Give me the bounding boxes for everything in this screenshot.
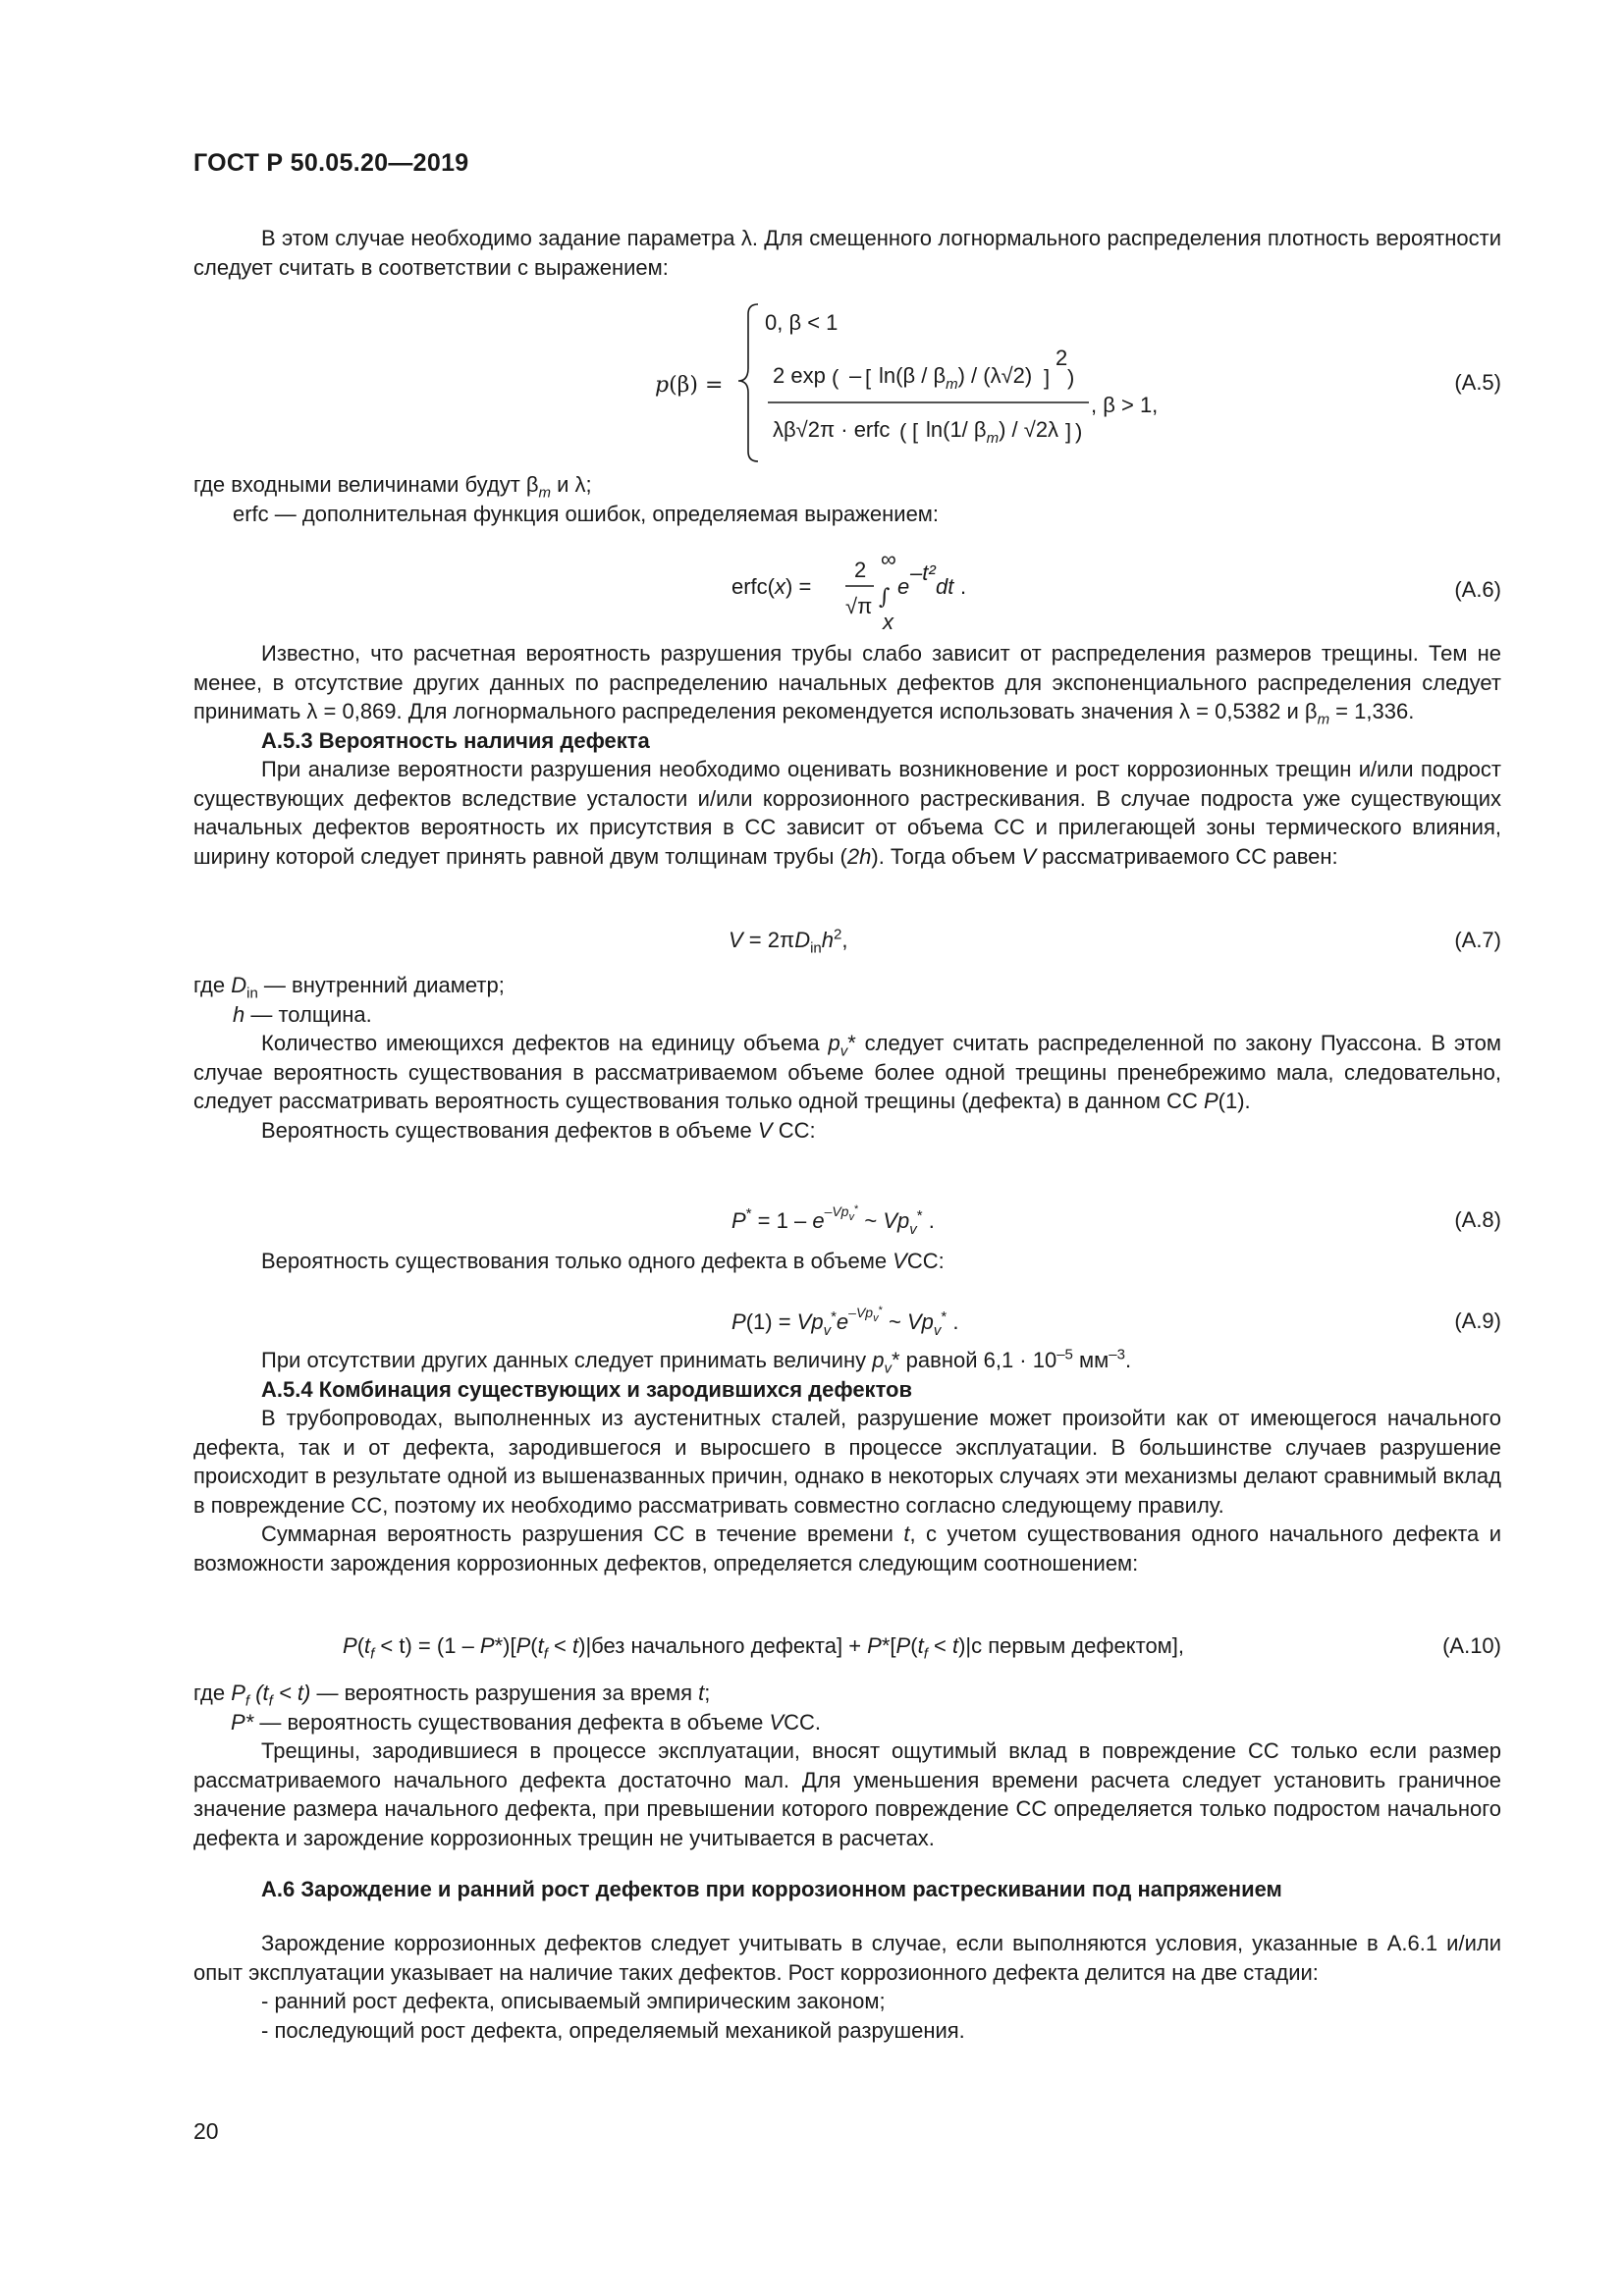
equation-a5-graphic — [193, 294, 1501, 466]
svg-text:ln(1/ βm) / √2λ: ln(1/ $\beta_m) / √2\lambda$ — [926, 417, 1059, 447]
svg-text:erfc(x) =: erfc(x) = — [731, 574, 812, 599]
equation-a8 — [193, 1193, 1501, 1237]
svg-text:–t²: –t² — [910, 561, 936, 585]
page-number: 20 — [193, 2118, 219, 2144]
svg-text:P(1) = Vpv*e–Vpv* ~ Vpv* .: $P(1) = Vp_v^*e^{-Vp}v^*$ ~ $Vp_v^*$ . — [731, 1305, 959, 1339]
equation-a5 — [193, 294, 1501, 466]
svg-text:): ) — [1075, 419, 1083, 444]
equation-number-a6: (А.6) — [1454, 577, 1501, 602]
equation-a6 — [193, 545, 1501, 638]
svg-text:.: . — [960, 574, 967, 599]
equation-number-a5: (А.5) — [1454, 370, 1501, 395]
equation-a6-graphic — [193, 545, 1501, 638]
equation-a9 — [193, 1294, 1501, 1338]
svg-text:2: 2 — [854, 558, 867, 582]
where-block-3: где $P_f$ $(t_f < t)$ — вероятность разрушения за время t; P* — вероятность существования дефекта в объеме VСС. Трещины, зародившиеся в процессе эксплуатации, вносят ощутимый вклад в повреждение СС только если размер рассматриваемого начального дефекта достаточно мал. Для уменьшения времени расчета следует установить граничное значение размера начального дефекта, при превышении которого повреждение СС определяется только подростом начального дефекта и зарождение коррозионных трещин не учитывается в расчетах. — [193, 1681, 1501, 1850]
list-item: - ранний рост дефекта, описываемый эмпирическим законом; — [261, 1989, 886, 2013]
svg-text:e: e — [897, 574, 910, 599]
svg-text:∞: ∞ — [881, 547, 896, 571]
svg-text:[: [ — [865, 365, 872, 390]
equation-number-a7: (А.7) — [1454, 928, 1501, 952]
heading-a54: А.5.4 Комбинация существующих и зародившихся дефектов — [261, 1376, 913, 1402]
equation-a8-graphic — [193, 1193, 1501, 1237]
svg-text:ln(β / βm) / (λ√2): $\ln(\beta / \beta_m) / (\lambda√2)$ — [879, 363, 1033, 393]
svg-text:, β > 1,: , β > 1, — [1091, 393, 1159, 417]
svg-text:x: x — [883, 610, 893, 634]
known-block: Известно, что расчетная вероятность разрушения трубы слабо зависит от распределения размеров трещины. Тем не менее, в отсутствие других данных по распределению начальных дефектов для экспоненциального распределения следует принимать λ = 0,869. Для логнормального распределения рекомендуется использовать значения λ = 0,5382 и $\beta_m = 1,336$. А.5.3 Вероятность наличия дефекта При анализе вероятности разрушения необходимо оценивать возникновение и рост коррозионных трещин и/или подрост существующих дефектов вследствие усталости и/или коррозионного растрескивания. В случае подроста уже существующих начальных дефектов вероятность их присутствия в СС зависит от объема СС и прилегающей зоны термического влияния, ширину которой следует принять равной двум толщинам трубы (2h). Тогда объем V рассматриваемого СС равен: — [193, 641, 1501, 869]
svg-text:]: ] — [1065, 419, 1072, 444]
svg-text:): ) — [1067, 365, 1075, 390]
equation-a10: $P(t_f < t) = (1 - P*)[P(t_f < t)|без$ начального дефекта] + $P*[P(t_f < t)|с$ первым дефектом], (А.10) — [343, 1633, 1501, 1663]
svg-text:∫: ∫ — [879, 585, 891, 610]
a54-block: При отсутствии других данных следует принимать величину $p_v*$ равной $6,1 \cdot 10^{-5}$ $мм^{-3}$. А.5.4 Комбинация существующих и зародившихся дефектов В трубопроводах, выполненных из аустенитных сталей, разрушение может произойти как от имеющегося начального дефекта, так и от дефекта, зародившегося и выросшего в процессе эксплуатации. В большинстве случаев разрушение происходит в результате одной из вышеназванных причин, однако в некоторых случаях эти механизмы делают сравнимый вклад в повреждение СС, поэтому их необходимо рассматривать совместно согласно следующему правилу. Суммарная вероятность разрушения СС в течение времени t, с учетом существования одного начального дефекта и возможности зарождения коррозионных дефектов, определяется следующим соотношением: — [193, 1346, 1501, 1575]
where-block-1: где входными величинами будут $\beta_m$ и λ; erfc — дополнительная функция ошибок, определяемая выражением: — [193, 472, 940, 526]
a6-block: Зарождение коррозионных дефектов следует учитывать в случае, если выполняются условия, указанные в А.6.1 и/или опыт эксплуатации указывает на наличие таких дефектов. Рост коррозионного дефекта делится на две стадии: - ранний рост дефекта, описываемый эмпирическим законом; - последующий рост дефекта, определяемый механикой разрушения. — [193, 1929, 1501, 2045]
equation-a9-graphic — [193, 1294, 1501, 1338]
a6-heading-block — [193, 1875, 1501, 1904]
document-header: ГОСТ Р 50.05.20—2019 — [193, 149, 469, 177]
list-item: - последующий рост дефекта, определяемый механикой разрушения. — [261, 2017, 965, 2043]
equation-number-a9: (А.9) — [1454, 1308, 1501, 1333]
svg-text:2: 2 — [1056, 346, 1068, 370]
prob-one-block: Вероятность существования только одного дефекта в объеме VСС: — [261, 1249, 945, 1273]
intro-paragraph: В этом случае необходимо задание параметра λ. Для смещенного логнормального распределения плотность вероятности следует считать в соответствии с выражением: — [193, 226, 1501, 280]
svg-text:(: ( — [832, 365, 839, 390]
equation-a7: $V = 2\pi D_{in}h^2$, (А.7) — [729, 926, 1501, 957]
heading-a53: А.5.3 Вероятность наличия дефекта — [261, 727, 650, 753]
equation-number-a10: (А.10) — [1442, 1633, 1501, 1658]
svg-text:]: ] — [1044, 365, 1051, 390]
svg-text:2 exp: 2 exp — [773, 363, 826, 388]
svg-text:(: ( — [899, 419, 907, 444]
case1: 0, β < 1 — [765, 310, 839, 335]
svg-text:[: [ — [912, 419, 919, 444]
equation-number-a8: (А.8) — [1454, 1207, 1501, 1232]
svg-text:P* = 1 – e–Vpv* ~ Vpv* .: $P^* = 1 - e^{-Vp}v^*$ ~ $Vp_v^*$ . — [731, 1203, 935, 1238]
svg-text:λβ√2π · erfc: λβ√2π · erfc — [773, 417, 891, 442]
svg-text:–: – — [849, 363, 862, 388]
svg-text:√π: √π — [845, 594, 873, 618]
heading-a6: А.6 Зарождение и ранний рост дефектов при коррозионном растрескивании под напряжением — [261, 1877, 1282, 1901]
svg-text:dt: dt — [936, 574, 954, 599]
where-block-2: где $D_{in}$ — внутренний диаметр; h — толщина. Количество имеющихся дефектов на единицу объема $p_v*$ следует считать распределенной по закону Пуассона. В этом случае вероятность существования в рассматриваемом объеме более одной трещины пренебрежимо мала, следовательно, следует рассматривать вероятность существования только одной трещины (дефекта) в данном СС P(1). Вероятность существования дефектов в объеме V СС: — [193, 973, 1501, 1143]
svg-text:p(β) =: p(β) = — [655, 373, 724, 398]
